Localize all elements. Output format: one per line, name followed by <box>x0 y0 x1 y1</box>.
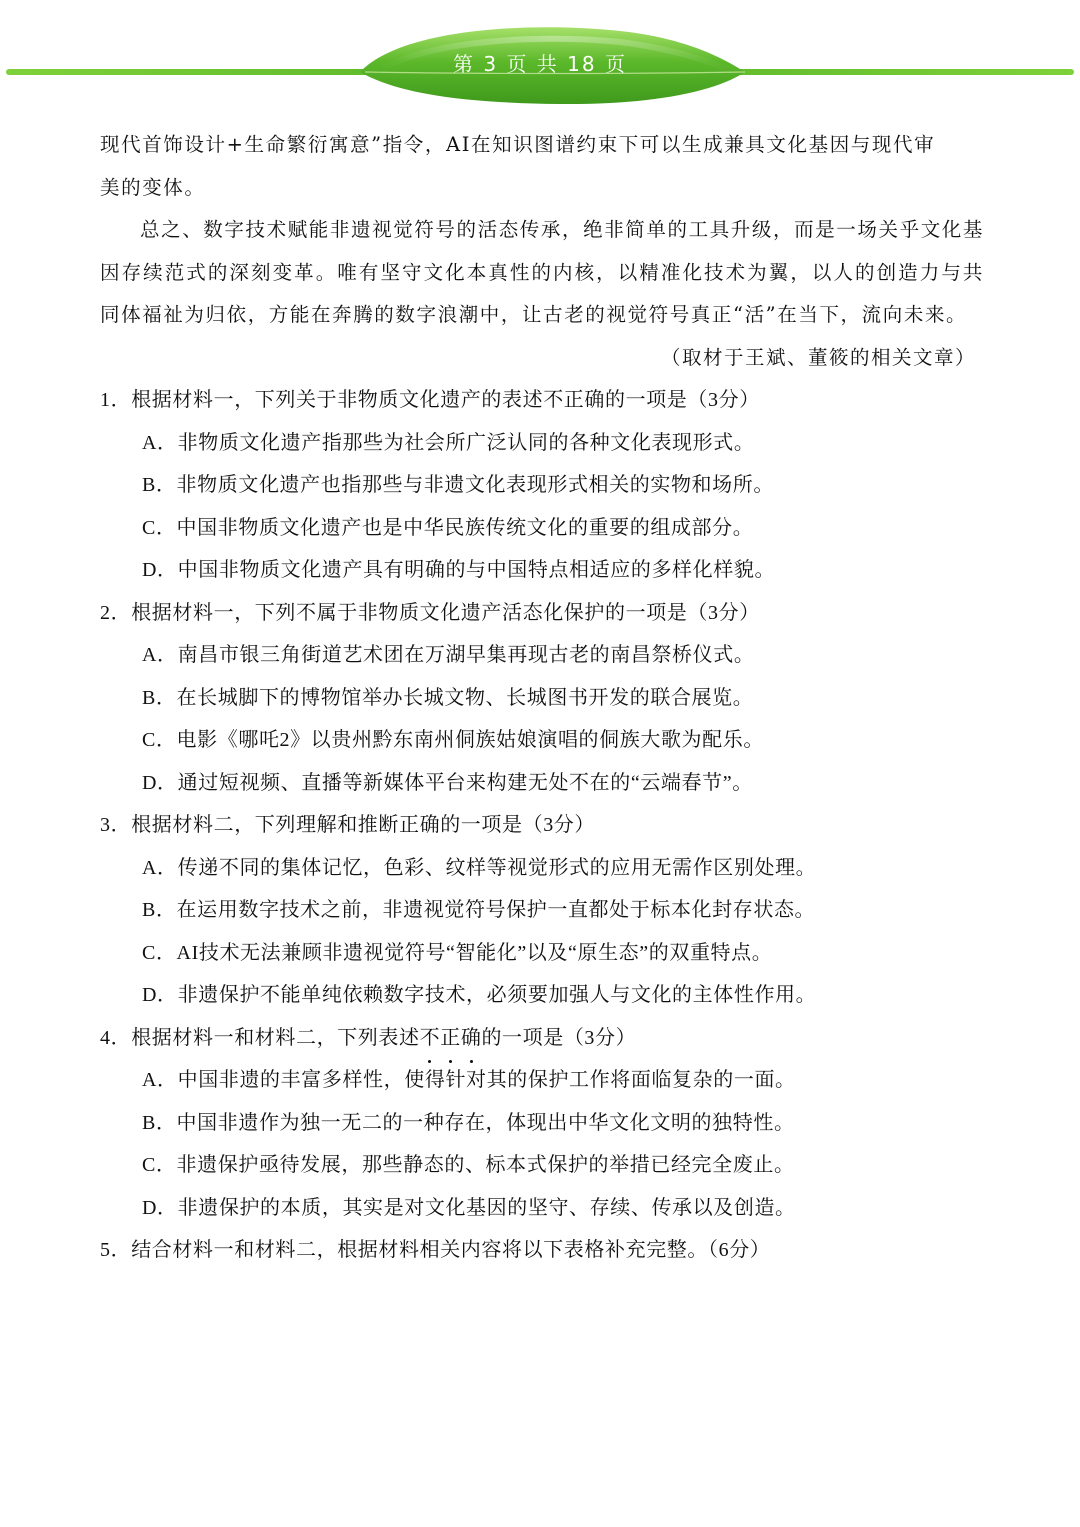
option-c: C．非遗保护亟待发展，那些静态的、标本式保护的举措已经完全废止。 <box>142 1154 795 1176</box>
option-d: D．中国非物质文化遗产具有明确的与中国特点相适应的多样化样貌。 <box>142 559 776 581</box>
question-1 <box>100 379 984 592</box>
question-2 <box>100 592 984 805</box>
question-stem <box>100 1017 984 1060</box>
option-b: B．在长城脚下的博物馆举办长城文物、长城图书开发的联合展览。 <box>142 686 754 709</box>
option-a: A．非物质文化遗产指那些为社会所广泛认同的各种文化表现形式。 <box>142 431 755 454</box>
emphasis-char: 确 <box>461 1017 482 1060</box>
option-c: C．AI技术无法兼顾非遗视觉符号“智能化”以及“原生态”的双重特点。 <box>142 941 773 964</box>
passage-paragraph-1 <box>100 124 984 209</box>
option-b: B．在运用数字技术之前，非遗视觉符号保护一直都处于标本化封存状态。 <box>142 899 816 921</box>
page-content <box>100 124 984 1272</box>
option-d: D．非遗保护的本质，其实是对文化基因的坚守、存续、传承以及创造。 <box>142 1196 796 1219</box>
question-stem: 2．根据材料一，下列不属于非物质文化遗产活态化保护的一项是（3分） <box>100 601 760 624</box>
question-stem: 5．结合材料一和材料二，根据材料相关内容将以下表格补充完整。（6分） <box>100 1239 771 1261</box>
question-stem: 3．根据材料二，下列理解和推断正确的一项是（3分） <box>100 814 595 836</box>
option-a: A．传递不同的集体记忆，色彩、纹样等视觉形式的应用无需作区别处理。 <box>142 856 817 879</box>
question-stem: 1．根据材料一，下列关于非物质文化遗产的表述不正确的一项是（3分） <box>100 389 760 411</box>
question-3 <box>100 804 984 1017</box>
question-5 <box>100 1229 984 1272</box>
option-d: D．非遗保护不能单纯依赖数字技术，必须要加强人与文化的主体性作用。 <box>142 984 817 1006</box>
source-citation: （取材于王斌、董筱的相关文章） <box>660 345 976 369</box>
question-4 <box>100 1017 984 1230</box>
option-c: C．中国非物质文化遗产也是中华民族传统文化的重要的组成部分。 <box>142 516 754 539</box>
option-d: D．通过短视频、直播等新媒体平台来构建无处不在的“云端春节”。 <box>142 771 753 794</box>
emphasis-char: 不 <box>420 1017 441 1060</box>
option-c: C．电影《哪吒2》以贵州黔东南州侗族姑娘演唱的侗族大歌为配乐。 <box>142 729 764 751</box>
option-a: A．中国非遗的丰富多样性，使得针对其的保护工作将面临复杂的一面。 <box>142 1069 796 1091</box>
option-b: B．非物质文化遗产也指那些与非遗文化表现形式相关的实物和场所。 <box>142 474 774 496</box>
option-a: A．南昌市银三角街道艺术团在万湖早集再现古老的南昌祭桥仪式。 <box>142 644 755 666</box>
stem-text: 的一项是（3分） <box>481 1026 637 1049</box>
page-number-label: 第 3 页 共 18 页 <box>453 52 627 76</box>
passage-line: 美的变体。 <box>100 175 206 199</box>
passage-paragraph-2: 总之、数字技术赋能非遗视觉符号的活态传承，绝非简单的工具升级，而是一场关乎文化基因存续范式的深刻变革。唯有坚守文化本真性的内核，以精准化技术为翼，以人的创造力与共同体福祉为归依，方能在奔腾的数字浪潮中，让古老的视觉符号真正“活”在当下，流向未来。 <box>100 218 985 326</box>
passage-line: 现代首饰设计+生命繁衍寓意”指令，AI在知识图谱约束下可以生成兼具文化基因与现代审 <box>100 133 936 156</box>
stem-text: 4．根据材料一和材料二，下列表述 <box>100 1026 420 1049</box>
option-b: B．中国非遗作为独一无二的一种存在，体现出中华文化文明的独特性。 <box>142 1111 795 1134</box>
emphasis-char: 正 <box>440 1017 461 1060</box>
